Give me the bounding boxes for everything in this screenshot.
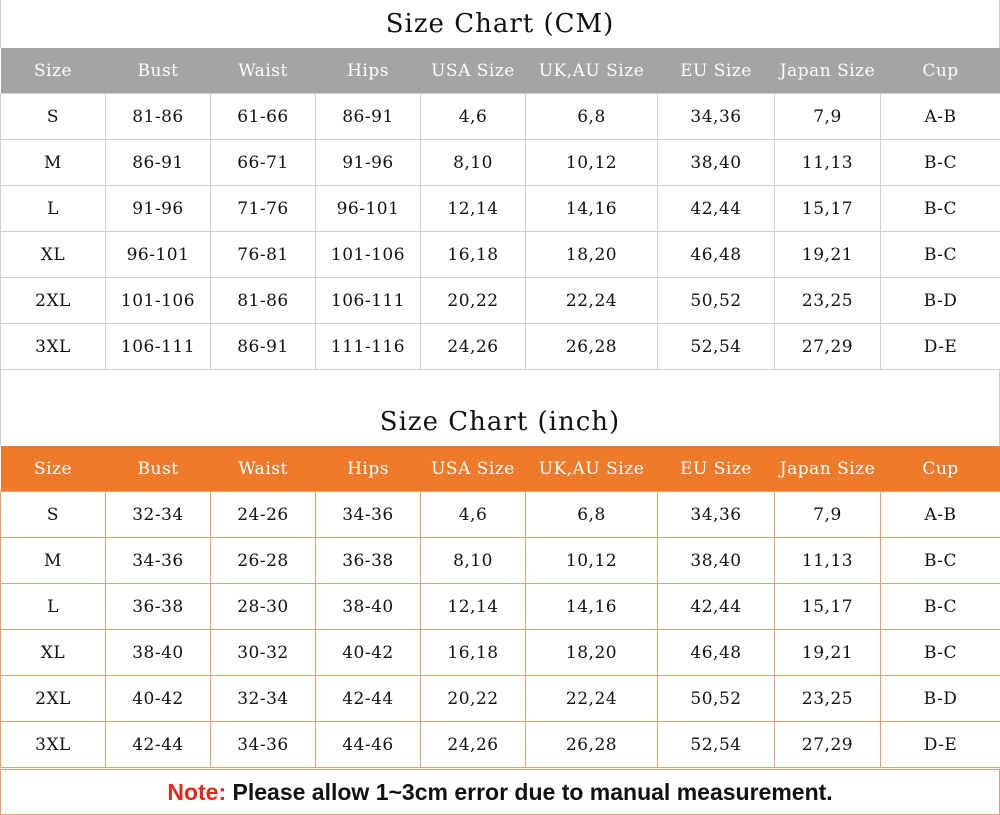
cm-header-eu-size: EU Size (658, 48, 775, 94)
cm-cell-uk-au-size: 26,28 (526, 324, 658, 370)
cm-cell-japan-size: 7,9 (775, 94, 881, 140)
inch-cell-japan-size: 19,21 (775, 630, 881, 676)
inch-header-uk-au-size: UK,AU Size (526, 446, 658, 492)
inch-cell-usa-size: 16,18 (421, 630, 526, 676)
inch-cell-waist: 28-30 (211, 584, 316, 630)
cm-size-table (0, 48, 1000, 370)
inch-table-row (1, 676, 1000, 722)
cm-table-row (1, 94, 1000, 140)
cm-cell-hips: 86-91 (316, 94, 421, 140)
cm-table-row (1, 140, 1000, 186)
inch-cell-japan-size: 23,25 (775, 676, 881, 722)
cm-cell-hips: 101-106 (316, 232, 421, 278)
inch-chart-title: Size Chart (inch) (0, 398, 1000, 446)
inch-cell-cup: B-C (881, 630, 1000, 676)
cm-cell-eu-size: 46,48 (658, 232, 775, 278)
inch-cell-hips: 38-40 (316, 584, 421, 630)
cm-cell-size: L (1, 186, 106, 232)
cm-cell-uk-au-size: 10,12 (526, 140, 658, 186)
inch-cell-uk-au-size: 26,28 (526, 722, 658, 768)
note-text: Please allow 1~3cm error due to manual measurement. (232, 779, 833, 805)
cm-cell-hips: 106-111 (316, 278, 421, 324)
cm-cell-bust: 106-111 (106, 324, 211, 370)
cm-header-uk-au-size: UK,AU Size (526, 48, 658, 94)
cm-cell-cup: D-E (881, 324, 1000, 370)
inch-cell-usa-size: 24,26 (421, 722, 526, 768)
inch-cell-uk-au-size: 6,8 (526, 492, 658, 538)
cm-cell-bust: 86-91 (106, 140, 211, 186)
inch-cell-usa-size: 12,14 (421, 584, 526, 630)
inch-cell-eu-size: 52,54 (658, 722, 775, 768)
cm-cell-usa-size: 12,14 (421, 186, 526, 232)
note-label: Note: (167, 779, 227, 805)
inch-cell-size: M (1, 538, 106, 584)
inch-cell-waist: 32-34 (211, 676, 316, 722)
cm-cell-waist: 81-86 (211, 278, 316, 324)
cm-cell-eu-size: 38,40 (658, 140, 775, 186)
cm-header-hips: Hips (316, 48, 421, 94)
cm-cell-waist: 71-76 (211, 186, 316, 232)
inch-cell-usa-size: 20,22 (421, 676, 526, 722)
inch-cell-usa-size: 4,6 (421, 492, 526, 538)
inch-cell-japan-size: 7,9 (775, 492, 881, 538)
cm-cell-eu-size: 42,44 (658, 186, 775, 232)
measurement-note (0, 769, 1000, 815)
cm-cell-waist: 86-91 (211, 324, 316, 370)
inch-table-row (1, 538, 1000, 584)
cm-cell-eu-size: 34,36 (658, 94, 775, 140)
inch-cell-size: XL (1, 630, 106, 676)
cm-cell-cup: B-C (881, 186, 1000, 232)
cm-cell-cup: A-B (881, 94, 1000, 140)
cm-cell-size: 3XL (1, 324, 106, 370)
cm-cell-japan-size: 11,13 (775, 140, 881, 186)
cm-table-body (1, 94, 1000, 370)
inch-cell-waist: 34-36 (211, 722, 316, 768)
inch-header-eu-size: EU Size (658, 446, 775, 492)
inch-table-row (1, 492, 1000, 538)
inch-cell-eu-size: 50,52 (658, 676, 775, 722)
inch-cell-japan-size: 11,13 (775, 538, 881, 584)
cm-section (0, 0, 1000, 370)
inch-cell-hips: 40-42 (316, 630, 421, 676)
cm-cell-cup: B-C (881, 140, 1000, 186)
cm-cell-uk-au-size: 22,24 (526, 278, 658, 324)
cm-cell-eu-size: 52,54 (658, 324, 775, 370)
cm-chart-title: Size Chart (CM) (0, 0, 1000, 48)
cm-cell-bust: 91-96 (106, 186, 211, 232)
inch-cell-cup: D-E (881, 722, 1000, 768)
inch-cell-bust: 42-44 (106, 722, 211, 768)
cm-header-japan-size: Japan Size (775, 48, 881, 94)
inch-cell-usa-size: 8,10 (421, 538, 526, 584)
inch-cell-hips: 34-36 (316, 492, 421, 538)
cm-header-usa-size: USA Size (421, 48, 526, 94)
cm-cell-japan-size: 27,29 (775, 324, 881, 370)
inch-cell-cup: B-D (881, 676, 1000, 722)
inch-cell-bust: 36-38 (106, 584, 211, 630)
inch-cell-eu-size: 38,40 (658, 538, 775, 584)
inch-cell-size: S (1, 492, 106, 538)
inch-cell-eu-size: 42,44 (658, 584, 775, 630)
cm-cell-hips: 111-116 (316, 324, 421, 370)
cm-cell-usa-size: 8,10 (421, 140, 526, 186)
inch-table-row (1, 630, 1000, 676)
inch-header-cup: Cup (881, 446, 1000, 492)
cm-header-waist: Waist (211, 48, 316, 94)
inch-cell-bust: 34-36 (106, 538, 211, 584)
inch-cell-waist: 30-32 (211, 630, 316, 676)
cm-cell-bust: 96-101 (106, 232, 211, 278)
inch-header-japan-size: Japan Size (775, 446, 881, 492)
inch-cell-bust: 38-40 (106, 630, 211, 676)
cm-cell-bust: 101-106 (106, 278, 211, 324)
cm-cell-uk-au-size: 18,20 (526, 232, 658, 278)
cm-table-row (1, 278, 1000, 324)
cm-cell-hips: 96-101 (316, 186, 421, 232)
cm-table-row (1, 324, 1000, 370)
cm-cell-usa-size: 20,22 (421, 278, 526, 324)
cm-table-row (1, 186, 1000, 232)
inch-header-size: Size (1, 446, 106, 492)
cm-cell-japan-size: 19,21 (775, 232, 881, 278)
cm-cell-cup: B-C (881, 232, 1000, 278)
inch-cell-hips: 36-38 (316, 538, 421, 584)
cm-cell-usa-size: 4,6 (421, 94, 526, 140)
inch-cell-cup: B-C (881, 584, 1000, 630)
inch-cell-cup: A-B (881, 492, 1000, 538)
inch-header-hips: Hips (316, 446, 421, 492)
inch-cell-bust: 32-34 (106, 492, 211, 538)
inch-table-body (1, 492, 1000, 768)
cm-header-row (1, 48, 1000, 94)
inch-cell-uk-au-size: 18,20 (526, 630, 658, 676)
inch-cell-waist: 24-26 (211, 492, 316, 538)
cm-cell-bust: 81-86 (106, 94, 211, 140)
inch-cell-size: 3XL (1, 722, 106, 768)
inch-header-row (1, 446, 1000, 492)
inch-cell-cup: B-C (881, 538, 1000, 584)
cm-cell-size: 2XL (1, 278, 106, 324)
section-divider (0, 370, 1000, 400)
cm-header-size: Size (1, 48, 106, 94)
inch-cell-uk-au-size: 10,12 (526, 538, 658, 584)
cm-cell-hips: 91-96 (316, 140, 421, 186)
inch-cell-uk-au-size: 14,16 (526, 584, 658, 630)
inch-cell-eu-size: 34,36 (658, 492, 775, 538)
cm-cell-waist: 76-81 (211, 232, 316, 278)
cm-header-cup: Cup (881, 48, 1000, 94)
inch-cell-hips: 42-44 (316, 676, 421, 722)
inch-header-waist: Waist (211, 446, 316, 492)
inch-table-row (1, 722, 1000, 768)
inch-cell-japan-size: 27,29 (775, 722, 881, 768)
cm-cell-uk-au-size: 14,16 (526, 186, 658, 232)
inch-table-row (1, 584, 1000, 630)
inch-section (0, 398, 1000, 768)
cm-cell-size: S (1, 94, 106, 140)
cm-cell-cup: B-D (881, 278, 1000, 324)
cm-cell-waist: 61-66 (211, 94, 316, 140)
inch-cell-size: 2XL (1, 676, 106, 722)
inch-cell-size: L (1, 584, 106, 630)
cm-cell-japan-size: 23,25 (775, 278, 881, 324)
cm-cell-usa-size: 16,18 (421, 232, 526, 278)
inch-cell-eu-size: 46,48 (658, 630, 775, 676)
cm-cell-eu-size: 50,52 (658, 278, 775, 324)
cm-cell-size: XL (1, 232, 106, 278)
cm-cell-uk-au-size: 6,8 (526, 94, 658, 140)
inch-cell-bust: 40-42 (106, 676, 211, 722)
cm-cell-usa-size: 24,26 (421, 324, 526, 370)
inch-size-table (0, 446, 1000, 768)
inch-header-usa-size: USA Size (421, 446, 526, 492)
inch-cell-uk-au-size: 22,24 (526, 676, 658, 722)
inch-cell-japan-size: 15,17 (775, 584, 881, 630)
cm-table-row (1, 232, 1000, 278)
cm-cell-japan-size: 15,17 (775, 186, 881, 232)
inch-header-bust: Bust (106, 446, 211, 492)
cm-cell-size: M (1, 140, 106, 186)
cm-cell-waist: 66-71 (211, 140, 316, 186)
cm-header-bust: Bust (106, 48, 211, 94)
inch-cell-waist: 26-28 (211, 538, 316, 584)
inch-cell-hips: 44-46 (316, 722, 421, 768)
